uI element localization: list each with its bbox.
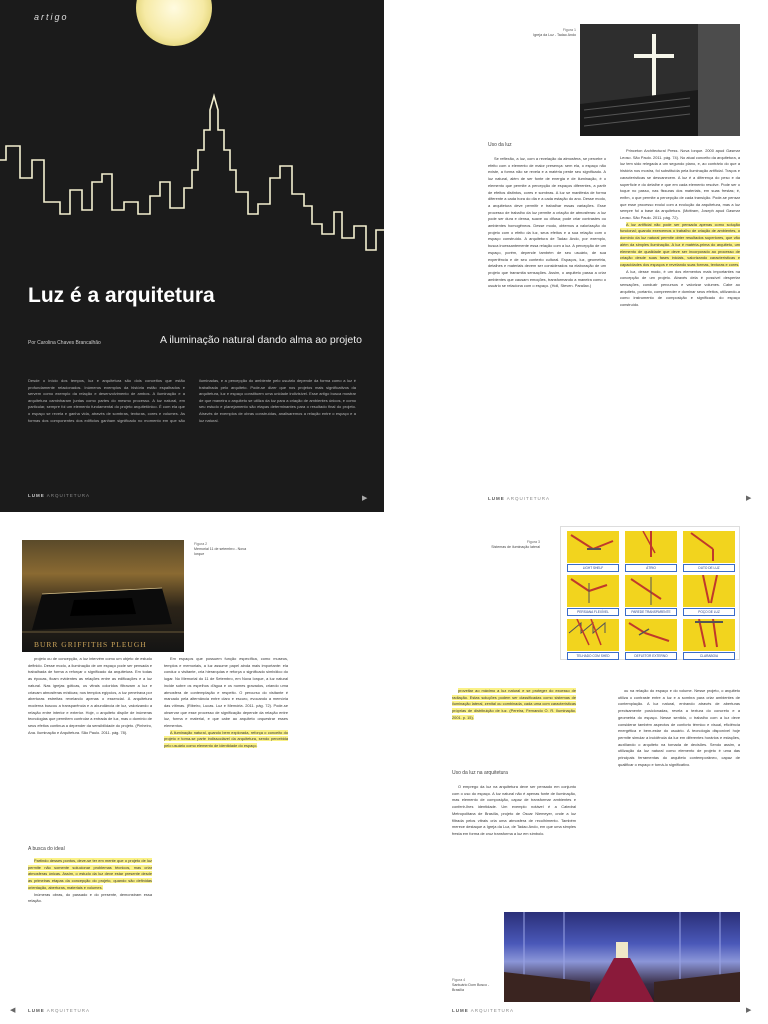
- footer-section: ARQUITETURA: [46, 493, 91, 498]
- page-2: [384, 0, 768, 512]
- figure-1-caption: [526, 28, 576, 38]
- paragraph: projeto ou de concepção, a luz intervém como um objeto de estudo definido. Desse modo, a iluminação de um espaço pode ser pensada e trabalhada de forma a reforçar o significado da arquitetura. Em todas as épocas, ficam evidentes as relações entre as edificações e a luz natural. Nas igrejas góticas, os vitrais coloridos filtravam a luz e criavam atmosferas místicas; nos templos egípcios, a luz penetrava por aberturas estreitas revelando apenas o essencial. A arquitetura moderna buscou a transparência e a abundância de luz, valorizando a relação entre interior e exterior. Hoje, o arquiteto dispõe de inúmeras tecnologias que permitem controlar a entrada de luz, mas o domínio de seus efeitos continua a depender da sensibilidade do projeto. (Pinheiro, Ana. Iluminação e Arquitetura. São Paulo. 2011. pág. 78).: [28, 656, 152, 735]
- highlighted-passage: Partindo desses pontos, deve-se ter em mente que o projeto de luz permite não somente solucionar problemas técnicos, mas criar atmosferas únicas. Assim, o estudo da luz deve estar presente desde as primeiras etapas da concepção do projeto, quando são definidas orientação, aberturas, materiais e volumes.: [28, 858, 152, 890]
- author-byline: Por Carolina Chaves Brancalhão: [28, 340, 101, 346]
- diagram-label: CLARABOIA: [683, 652, 735, 660]
- sanctuary-interior-photo: [504, 912, 740, 1002]
- diagram-label: PAREDE TRANSPARENTE: [625, 608, 677, 616]
- daylighting-systems-diagram: [560, 526, 740, 660]
- figure-2-text: Memorial 11 de setembro - Nova Iorque: [194, 547, 247, 556]
- paragraph: Se reflexão, a luz, com a revelação da atmosfera, se percebe o efeito com o elemento de maior presença: sem ela, o espaço não existe, a forma não se revela e a matéria perde seu significado. A luz natural, além de ser fonte de energia e de iluminação, é o elemento que permite a percepção de espaços diferentes, a partir de efeitos distintos, cores e sombras. A luz se manifesta de forma diferente a cada hora do dia e a cada estação do ano. Desse modo, a arquitetura deve permitir e trabalhar essas variações. Esse processo de trabalho da luz permite a criação de atmosferas: a luz pode ser dura e densa, suave ou difusa; pode criar contrastes ou ambientes homogêneos. Desse modo, obtemos a valorização do projeto com o efeito da luz, seus efeitos e a sua relação com o espaço construído. A arquitetura de Tadao Ando, por exemplo, busca incessantemente essa relação com a luz. A percepção de um espaço, porém, depende também de seu usuário, de sua experiência e de seu contexto cultural. Espaços, luz, geometria, detalhes e materiais devem ser considerados na elaboração de um projeto que transmita sensações. Assim, o arquiteto passa a criar ambientes que causam emoções, transformando a maneira como o usuário se relaciona com o espaço. (Holl, Steven. Parallax.): [488, 156, 606, 289]
- page-4: [384, 512, 768, 1024]
- figure-4-text: Santuário Dom Bosco - Brasília: [452, 983, 490, 992]
- figure-2-caption: [194, 542, 254, 557]
- section-heading-uso-da-luz: Uso da luz: [488, 142, 512, 148]
- text-column-1-continued: [28, 858, 152, 1000]
- diagram-label: DEFLETOR EXTERNO: [625, 652, 677, 660]
- page-footer: [488, 496, 550, 501]
- atrium-illustration: [625, 531, 677, 563]
- transparent-wall-illustration: [625, 575, 677, 607]
- shed-roof-illustration: [567, 619, 619, 651]
- footer-brand: LUME: [28, 493, 45, 498]
- text-column-2: [620, 148, 740, 484]
- next-page-arrow-icon[interactable]: ▶: [746, 495, 752, 502]
- diagram-label: DUTO DE LUZ: [683, 564, 735, 572]
- article-title: Luz é a arquitetura: [28, 284, 215, 307]
- paragraph: A luz, desse modo, é um dos elementos mais importantes na concepção de um projeto. Através dela é possível despertar sensações, conduzir percursos e valorizar volumes. Cabe ao arquiteto, portanto, compreender e dominar seus efeitos, utilizando-a como instrumento de composição e significado do espaço construído.: [620, 268, 740, 308]
- church-of-light-photo: [580, 24, 740, 136]
- external-deflector-illustration: [625, 619, 677, 651]
- light-shelf-illustration: [567, 531, 619, 563]
- section-heading-busca-do-ideal: A busca do ideal: [28, 846, 65, 852]
- footer-brand: LUME: [28, 1008, 45, 1013]
- diagram-label: LIGHT SHELF: [567, 564, 619, 572]
- section-heading-uso-da-luz-na-arquitetura: Uso da luz na arquitetura: [452, 770, 508, 776]
- memorial-engraved-names: BURR GRIFFITHS PLEUGH: [34, 640, 147, 649]
- page-footer: [28, 1008, 90, 1013]
- paragraph: Inúmeras obras, do passado e do presente, demonstram essa relação.: [28, 891, 152, 904]
- church-interior-graphic: [580, 24, 740, 136]
- intro-text: Desde o início dos tempos, luz e arquitetura são dois conceitos que estão profundamente relacionados. Inúmeros exemplos da história estão espalhados e servem como exemplo da relação e desenvolvimento de ambos. A iluminação e a arquitetura caminharam juntas como partes do mesmo processo. A luz natural, em particular, sempre foi um elemento fundamental do projeto arquitetônico. É com ela que o espaço se revela e ganha vida, através de sombras, texturas, cores e volumes. As formas dos componentes dos edifícios ganham significado no momento em que são iluminadas, e a percepção do ambiente pelo usuário depende da forma como a luz é trabalhada pelo arquiteto. Pode-se dizer que nos projetos mais significativos da arquitetura, luz e espaço constituem uma unidade indivisível. Esse artigo busca mostrar de que maneira o arquiteto se utiliza da luz para a criação de ambientes únicos, e como seu estudo e planejamento são etapas determinantes para o resultado final do projeto. Através de exemplos de obras construídas, analisaremos a relação entre o espaço e a luz natural.: [28, 378, 356, 423]
- footer-brand: LUME: [452, 1008, 469, 1013]
- skylight-illustration: [683, 619, 735, 651]
- text-column-2: [618, 688, 740, 904]
- paragraph: O emprego da luz na arquitetura deve ser pensado em conjunto com o uso do espaço. A luz natural não é apenas fonte de iluminação, mas elemento de composição, capaz de transformar ambientes e conferir-lhes identidade. Um exemplo notável é a Catedral Metropolitana de Brasília, projeto de Oscar Niemeyer, onde a luz filtrada pelos vitrais cria uma atmosfera de recolhimento. Também merece destaque a Igreja da Luz, de Tadao Ando, em que uma simples fresta em forma de cruz transforma a luz em símbolo.: [452, 784, 576, 836]
- paragraph: Princeton Architectural Press. Nova Iorque. 2000 apud Gasmar Leoso. São Paulo. 2011. pág. 74). No atual conceito da arquitetura, a luz tem sido relegada a um segundo plano, e, ao contrário do que a história nos mostra, foi substituída pela iluminação artificial. Traços e características se desvanecem. A luz é a diferença do peso e da superfície e do detalhe e que em cada elemento resolve. Pode ser o toque no passo, nas fissuras dos materiais, em suas frestas; é, enfim, o que permite a percepção de cada transição. Pode-se pensar que esse processo evolui com a evolução da arquitetura, mas a luz sempre foi a base da arquitetura. (Mottram, Joseph apud Gasmar Leoso. São Paulo. 2011. pág. 72).: [620, 148, 740, 221]
- page-3: [0, 512, 384, 1024]
- figure-2-label: Figura 2: [194, 542, 208, 546]
- text-column-2: [164, 656, 288, 1000]
- section-tab: artigo: [34, 12, 69, 22]
- prev-page-arrow-icon[interactable]: ◀: [10, 1007, 16, 1014]
- highlighted-passage: A iluminação natural, quando bem explorada, reforça o conceito do projeto e torna-se parte indissociável da arquitetura, sendo percebida pelo usuário como elemento de identidade do espaço.: [164, 729, 288, 749]
- highlighted-passage: proveitar ao máximo a luz natural e se proteger do excesso de radiação. Estas soluções podem ser classificadas como sistemas de iluminação lateral, zenital ou combinada, cada uma com características próprias de distribuição de luz. (Pereira, Fernando O. R. Iluminação. 2001. p. 15).: [452, 688, 576, 720]
- figure-3-text: Sistemas de iluminação lateral: [491, 545, 540, 549]
- figure-4-caption: [452, 978, 502, 993]
- footer-section: ARQUITETURA: [470, 1008, 515, 1013]
- diagram-label: PERSIANA FLEXÍVEL: [567, 608, 619, 616]
- figure-1-label: Figura 1: [562, 28, 576, 32]
- figure-4-label: Figura 4: [452, 978, 466, 982]
- paragraph: ou na relação do espaço e do volume. Nesse projeto, o arquiteto utiliza o contraste entre a luz e a sombra para criar ambientes de contemplação. A luz natural, entrando através de aberturas precisamente posicionadas, revela a textura do concreto e a geometria do espaço. Nesse sentido, o trabalho com a luz deve considerar também aspectos de conforto térmico e visual, eficiência energética e bem-estar do usuário. A tecnologia disponível hoje permite simular a incidência da luz em diferentes horários e estações, auxiliando o arquiteto na tomada de decisões. Sendo assim, a utilização da luz natural como elemento de projeto é uma das principais ferramentas do arquiteto contemporâneo, capaz de qualificar o espaço e torná-lo significativo.: [618, 688, 740, 767]
- page-footer: [28, 493, 90, 498]
- next-page-arrow-icon[interactable]: ▶: [362, 495, 368, 502]
- footer-section: ARQUITETURA: [506, 496, 551, 501]
- flexible-blind-illustration: [567, 575, 619, 607]
- figure-1-text: Igreja da Luz - Tadao Ando: [533, 33, 576, 37]
- text-column-1-continued: [452, 784, 576, 904]
- paragraph: Em espaços que possuem função específica, como museus, templos e memoriais, a luz assume papel ainda mais importante: ela conduz o visitante, cria hierarquias e reforça o significado simbólico do lugar. No Memorial do 11 de Setembro, em Nova Iorque, a luz natural incide sobre os espelhos d'água e os nomes gravados, criando uma atmosfera de contemplação e respeito. O percurso do visitante é marcado pela alternância entre claro e escuro, evocando a memória das vítimas. (Ribeiro, Lucas. Luz e Memória. 2011. pág. 72). Pode-se observar que esse processo de significação depende da relação entre luz, forma e material, e que cabe ao arquiteto orquestrar esses elementos.: [164, 656, 288, 729]
- figure-3-label: Figura 3: [526, 540, 540, 544]
- footer-section: ARQUITETURA: [46, 1008, 91, 1013]
- highlighted-passage: A luz artificial não pode ser pensada apenas como solução funcional; quando exercemos o trabalho de criação de ambientes, o domínio da luz natural permite obter resultados superiores, que vão além da simples iluminação. A luz é matéria-prima do arquiteto, um elemento de qualidade que deve ser incorporado ao processo de criação desde suas fases iniciais, valorizando características e capacidades dos espaços e revelando suas formas, texturas e cores.: [620, 221, 740, 267]
- moon-light-graphic: [136, 0, 212, 46]
- page-1-cover: [0, 0, 384, 512]
- diagram-label: TELHADO COM SHED: [567, 652, 619, 660]
- sanctuary-nave-graphic: [504, 912, 740, 1002]
- diagram-label: ÁTRIO: [625, 564, 677, 572]
- text-column-1: [488, 156, 606, 484]
- next-page-arrow-icon[interactable]: ▶: [746, 1007, 752, 1014]
- diagram-label: POÇO DE LUZ: [683, 608, 735, 616]
- light-duct-illustration: [683, 531, 735, 563]
- article-subtitle: A iluminação natural dando alma ao projeto: [160, 334, 362, 346]
- light-well-illustration: [683, 575, 735, 607]
- city-skyline-graphic: [0, 90, 384, 280]
- text-column-1: [452, 688, 576, 766]
- text-column-1: [28, 656, 152, 836]
- figure-3-caption: [480, 540, 540, 550]
- footer-brand: LUME: [488, 496, 505, 501]
- memorial-photo: [22, 540, 184, 652]
- page-footer: [452, 1008, 514, 1013]
- memorial-pool-graphic: [22, 540, 184, 652]
